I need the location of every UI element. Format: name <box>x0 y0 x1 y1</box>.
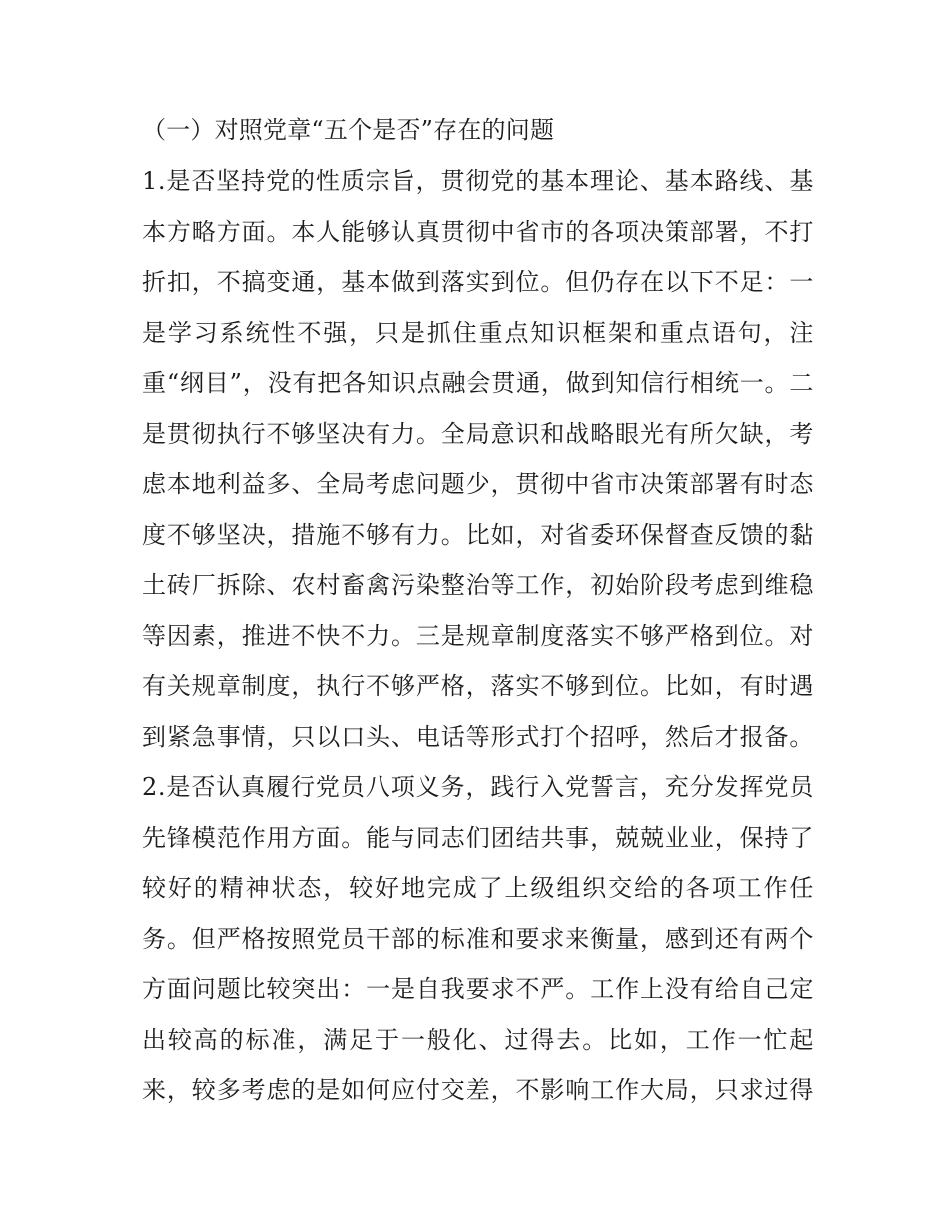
text-line: 有关规章制度，执行不够严格，落实不够到位。比如，有时遇 <box>142 672 814 700</box>
text-line: 到紧急事情，只以口头、电话等形式打个招呼，然后才报备。 <box>142 722 814 751</box>
text-line: 等因素，推进不快不力。三是规章制度落实不够严格到位。对 <box>142 621 814 650</box>
section-heading: （一）对照党章“五个是否”存在的问题 <box>142 116 555 144</box>
text-line: 方面问题比较突出：一是自我要求不严。工作上没有给自己定 <box>142 975 814 1003</box>
text-line: 是学习系统性不强，只是抓住重点知识框架和重点语句，注 <box>142 318 814 347</box>
text-line: 本方略方面。本人能够认真贯彻中省市的各项决策部署，不打 <box>142 217 814 246</box>
text-line: 1.是否坚持党的性质宗旨，贯彻党的基本理论、基本路线、基 <box>142 167 814 195</box>
text-line: 先锋模范作用方面。能与同志们团结共事，兢兢业业，保持了 <box>142 823 814 852</box>
text-line: 较好的精神状态，较好地完成了上级组织交给的各项工作任 <box>142 874 814 902</box>
document-body <box>142 110 814 1116</box>
text-line: 折扣，不搞变通，基本做到落实到位。但仍存在以下不足：一 <box>142 268 814 296</box>
text-line: 出较高的标准，满足于一般化、过得去。比如，工作一忙起 <box>142 1025 814 1054</box>
text-line: 务。但严格按照党员干部的标准和要求来衡量，感到还有两个 <box>142 924 814 953</box>
text-line: 虑本地利益多、全局考虑问题少，贯彻中省市决策部署有时态 <box>142 470 814 498</box>
text-line: 土砖厂拆除、农村畜禽污染整治等工作，初始阶段考虑到维稳 <box>142 571 814 599</box>
text-line: 2.是否认真履行党员八项义务，践行入党誓言，充分发挥党员 <box>142 773 814 801</box>
text-line: 来，较多考虑的是如何应付交差，不影响工作大局，只求过得 <box>142 1076 814 1104</box>
text-line: 重“纲目”，没有把各知识点融会贯通，做到知信行相统一。二 <box>142 369 814 397</box>
text-line: 是贯彻执行不够坚决有力。全局意识和战略眼光有所欠缺，考 <box>142 419 814 448</box>
text-line: 度不够坚决，措施不够有力。比如，对省委环保督查反馈的黏 <box>142 520 814 549</box>
